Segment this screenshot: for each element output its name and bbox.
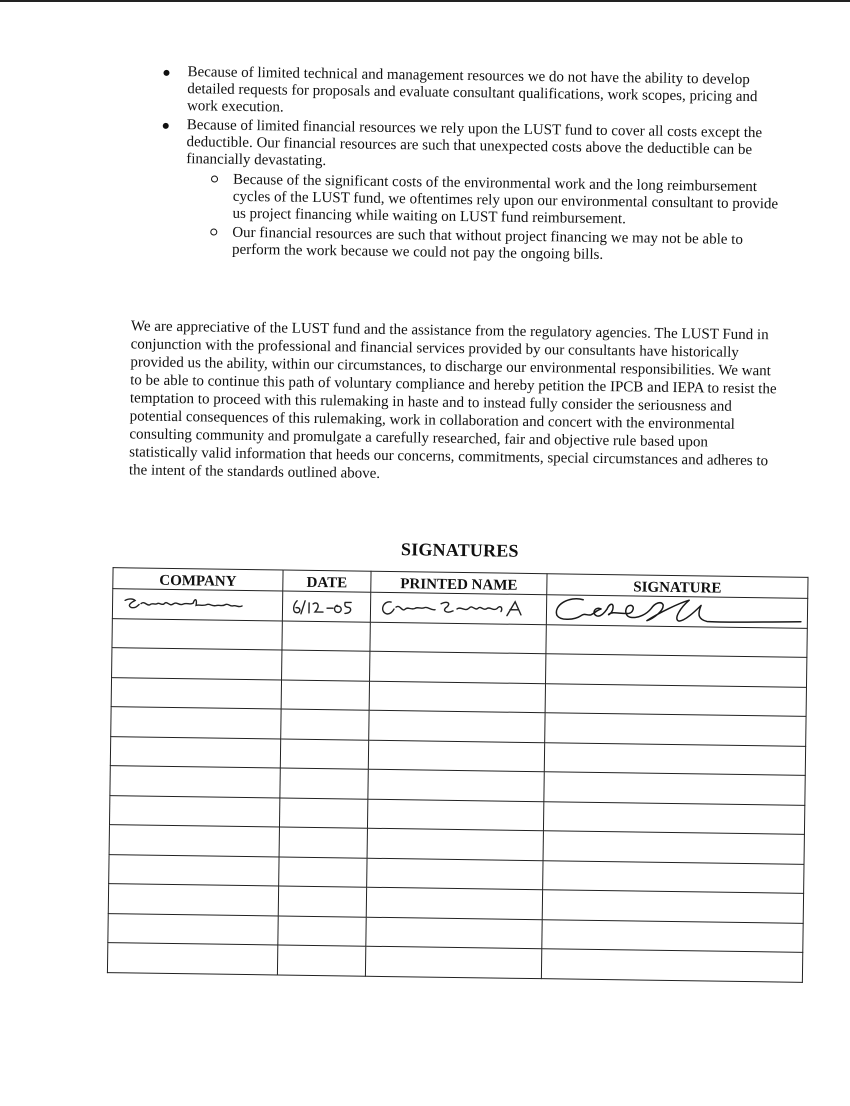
printed-name-cell[interactable] bbox=[370, 622, 546, 654]
printed-name-cell[interactable] bbox=[369, 681, 545, 713]
signature-cell[interactable] bbox=[546, 654, 807, 687]
bullet-icon bbox=[163, 123, 169, 129]
company-cell[interactable] bbox=[110, 736, 280, 768]
signature-cell[interactable] bbox=[542, 890, 803, 923]
date-cell[interactable] bbox=[282, 591, 370, 622]
date-cell[interactable] bbox=[278, 886, 366, 917]
date-cell[interactable] bbox=[281, 709, 369, 740]
column-header-signature: SIGNATURE bbox=[547, 574, 808, 599]
company-cell[interactable] bbox=[110, 766, 280, 798]
signature-cell[interactable] bbox=[545, 713, 806, 746]
bullet-text: Because of limited financial resources we rely upon the LUST fund to cover all costs except the deductible. Our financial resources are such that unexpected costs above the deductible can be financially devastating. bbox=[186, 117, 763, 170]
company-cell[interactable] bbox=[109, 795, 279, 827]
column-header-company: COMPANY bbox=[113, 568, 283, 591]
printed-name-cell[interactable] bbox=[368, 769, 544, 801]
signature-cell[interactable] bbox=[543, 801, 804, 834]
handwritten-printed-name bbox=[375, 594, 543, 622]
company-cell[interactable] bbox=[108, 913, 278, 945]
bullet-list bbox=[156, 64, 784, 269]
date-cell[interactable] bbox=[280, 768, 368, 799]
company-cell[interactable] bbox=[108, 884, 278, 916]
sub-bullet-text: Because of the significant costs of the environmental work and the long reimbursement cycles of the LUST fund, we oftentimes rely upon our environmental consultant to provide us project financing while waiting on LUST fund reimbursement. bbox=[232, 171, 779, 228]
printed-name-cell[interactable] bbox=[370, 592, 546, 624]
date-cell[interactable] bbox=[280, 739, 368, 770]
sub-bullet-item bbox=[205, 171, 782, 230]
date-cell[interactable] bbox=[282, 621, 370, 652]
handwritten-signature bbox=[551, 596, 806, 628]
company-cell[interactable] bbox=[112, 618, 282, 650]
date-cell[interactable] bbox=[277, 945, 365, 976]
signature-cell[interactable] bbox=[545, 683, 806, 716]
printed-name-cell[interactable] bbox=[365, 946, 541, 978]
signature-cell[interactable] bbox=[546, 624, 807, 657]
bullet-icon bbox=[163, 70, 169, 76]
signature-cell[interactable] bbox=[542, 919, 803, 952]
company-cell[interactable] bbox=[112, 589, 282, 621]
printed-name-cell[interactable] bbox=[366, 887, 542, 919]
column-header-date: DATE bbox=[283, 570, 371, 592]
date-cell[interactable] bbox=[282, 650, 370, 681]
printed-name-cell[interactable] bbox=[366, 917, 542, 949]
signature-cell[interactable] bbox=[543, 860, 804, 893]
sub-bullet-item bbox=[205, 224, 781, 266]
date-cell[interactable] bbox=[279, 827, 367, 858]
printed-name-cell[interactable] bbox=[367, 858, 543, 890]
date-cell[interactable] bbox=[279, 857, 367, 888]
signatures-table bbox=[107, 567, 809, 982]
printed-name-cell[interactable] bbox=[367, 828, 543, 860]
signature-cell[interactable] bbox=[541, 949, 802, 982]
company-cell[interactable] bbox=[107, 943, 277, 975]
date-cell[interactable] bbox=[279, 798, 367, 829]
printed-name-cell[interactable] bbox=[367, 799, 543, 831]
hollow-circle-icon bbox=[211, 175, 218, 182]
company-cell[interactable] bbox=[112, 648, 282, 680]
sub-bullet-text: Our financial resources are such that without project financing we may not be able to perform the work because we could not pay the ongoing bills. bbox=[231, 224, 743, 263]
signature-cell[interactable] bbox=[543, 831, 804, 864]
company-cell[interactable] bbox=[111, 677, 281, 709]
hollow-circle-icon bbox=[210, 228, 217, 235]
printed-name-cell[interactable] bbox=[369, 710, 545, 742]
signatures-heading: SIGNATURES bbox=[400, 539, 519, 561]
sub-bullet-list bbox=[185, 171, 782, 266]
signature-cell[interactable] bbox=[544, 772, 805, 805]
signature-cell[interactable] bbox=[546, 595, 807, 628]
company-cell[interactable] bbox=[109, 825, 279, 857]
bullet-item bbox=[158, 64, 784, 124]
company-cell[interactable] bbox=[109, 854, 279, 886]
handwritten-company bbox=[117, 590, 277, 618]
bullet-text: Because of limited technical and management resources we do not have the ability to develop detailed requests for proposals and evaluate consultant qualifications, work scopes, pricing and work execution. bbox=[186, 64, 758, 116]
printed-name-cell[interactable] bbox=[370, 651, 546, 683]
date-cell[interactable] bbox=[278, 915, 366, 946]
date-cell[interactable] bbox=[281, 680, 369, 711]
petition-paragraph: We are appreciative of the LUST fund and the assistance from the regulatory agencies. The LUST Fund in conjunction with the professional and financial services provided by our consultants have historically provided us the ability, within our circumstances, to discharge our environmental responsibilities. We want to be able to continue this path of voluntary compliance and hereby petition the IPCB and IEPA to resist the temptation to proceed with this rulemaking in haste and to instead fully consider the seriousness and potential consequences of this rulemaking, work in collaboration and concert with the environmental consulting community and promulgate a carefully researched, fair and objective rule based upon statistically valid information that heeds our concerns, commitments, special circumstances and adheres to the intent of the standards outlined above. bbox=[128, 318, 777, 482]
bullet-item bbox=[156, 117, 783, 267]
column-header-printed-name: PRINTED NAME bbox=[371, 571, 547, 594]
printed-name-cell[interactable] bbox=[368, 740, 544, 772]
company-cell[interactable] bbox=[111, 707, 281, 739]
signature-cell[interactable] bbox=[544, 742, 805, 775]
handwritten-date bbox=[287, 593, 367, 620]
